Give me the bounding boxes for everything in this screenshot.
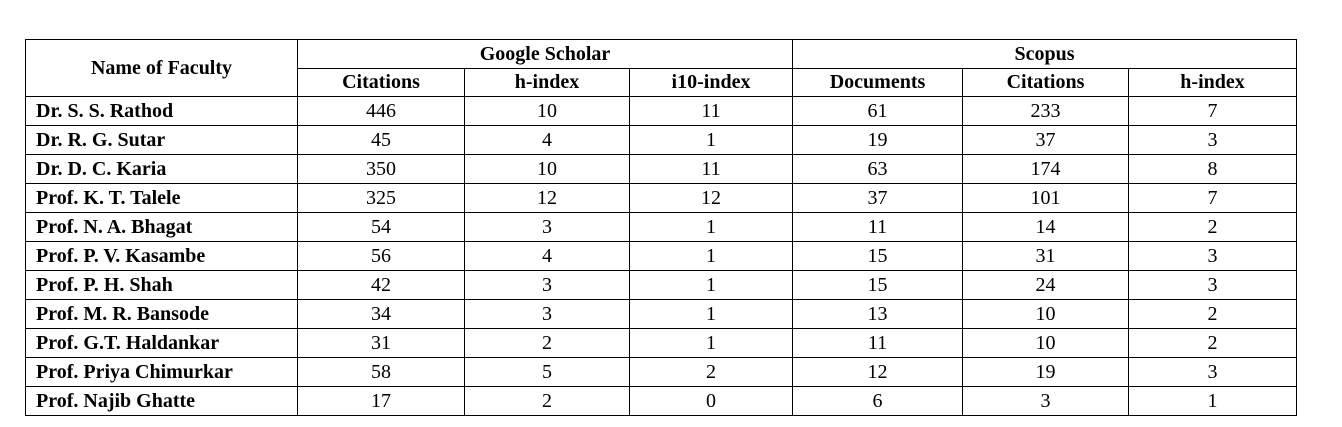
gs-citations-cell: 54: [298, 213, 465, 242]
gs-i10-index-cell: 0: [630, 387, 793, 416]
faculty-name-cell: Prof. N. A. Bhagat: [26, 213, 298, 242]
scopus-documents-cell: 15: [793, 242, 963, 271]
scopus-h-index-cell: 2: [1129, 300, 1297, 329]
gs-citations-cell: 31: [298, 329, 465, 358]
name-of-faculty-header: Name of Faculty: [26, 40, 298, 97]
scopus-citations-cell: 19: [963, 358, 1129, 387]
header-group-row: [26, 40, 1297, 69]
scopus-h-index-cell: 8: [1129, 155, 1297, 184]
scopus-h-index-cell: 2: [1129, 329, 1297, 358]
gs-h-index-cell: 4: [465, 242, 630, 271]
table-row: [26, 300, 1297, 329]
scopus-citations-cell: 10: [963, 329, 1129, 358]
scopus-citations-cell: 14: [963, 213, 1129, 242]
table-row: [26, 329, 1297, 358]
table-row: [26, 358, 1297, 387]
gs-i10-index-cell: 1: [630, 271, 793, 300]
faculty-name-cell: Prof. Priya Chimurkar: [26, 358, 298, 387]
scopus-h-index-cell: 3: [1129, 242, 1297, 271]
table-row: [26, 184, 1297, 213]
scopus-citations-cell: 10: [963, 300, 1129, 329]
scopus-documents-cell: 19: [793, 126, 963, 155]
gs-i10-index-cell: 1: [630, 242, 793, 271]
scopus-h-index-cell: 1: [1129, 387, 1297, 416]
scopus-h-index-cell: 7: [1129, 97, 1297, 126]
gs-i10-index-header: i10-index: [630, 69, 793, 97]
faculty-name-cell: Prof. Najib Ghatte: [26, 387, 298, 416]
faculty-name-cell: Dr. R. G. Sutar: [26, 126, 298, 155]
gs-h-index-cell: 3: [465, 213, 630, 242]
gs-citations-cell: 58: [298, 358, 465, 387]
faculty-name-cell: Prof. K. T. Talele: [26, 184, 298, 213]
scopus-documents-cell: 15: [793, 271, 963, 300]
scopus-documents-cell: 61: [793, 97, 963, 126]
gs-citations-cell: 350: [298, 155, 465, 184]
table-row: [26, 387, 1297, 416]
scopus-citations-cell: 37: [963, 126, 1129, 155]
scopus-documents-cell: 12: [793, 358, 963, 387]
table-row: [26, 213, 1297, 242]
scopus-documents-header: Documents: [793, 69, 963, 97]
gs-i10-index-cell: 1: [630, 329, 793, 358]
scopus-h-index-cell: 7: [1129, 184, 1297, 213]
scopus-citations-cell: 31: [963, 242, 1129, 271]
table-row: [26, 271, 1297, 300]
faculty-name-cell: Prof. P. V. Kasambe: [26, 242, 298, 271]
gs-h-index-cell: 2: [465, 387, 630, 416]
gs-h-index-cell: 3: [465, 271, 630, 300]
gs-citations-header: Citations: [298, 69, 465, 97]
scopus-citations-cell: 24: [963, 271, 1129, 300]
gs-h-index-header: h-index: [465, 69, 630, 97]
table-row: [26, 155, 1297, 184]
gs-h-index-cell: 10: [465, 97, 630, 126]
gs-h-index-cell: 10: [465, 155, 630, 184]
scopus-h-index-cell: 3: [1129, 126, 1297, 155]
gs-h-index-cell: 3: [465, 300, 630, 329]
gs-citations-cell: 17: [298, 387, 465, 416]
faculty-citation-table: [25, 39, 1297, 416]
gs-h-index-cell: 4: [465, 126, 630, 155]
faculty-name-cell: Prof. M. R. Bansode: [26, 300, 298, 329]
faculty-name-cell: Prof. G.T. Haldankar: [26, 329, 298, 358]
gs-h-index-cell: 2: [465, 329, 630, 358]
table-body: [26, 97, 1297, 416]
scopus-documents-cell: 37: [793, 184, 963, 213]
scopus-h-index-cell: 2: [1129, 213, 1297, 242]
scopus-citations-cell: 174: [963, 155, 1129, 184]
gs-citations-cell: 45: [298, 126, 465, 155]
gs-i10-index-cell: 11: [630, 155, 793, 184]
table-row: [26, 126, 1297, 155]
scopus-h-index-cell: 3: [1129, 358, 1297, 387]
table-header: [26, 40, 1297, 97]
table-row: [26, 242, 1297, 271]
faculty-name-cell: Dr. S. S. Rathod: [26, 97, 298, 126]
gs-i10-index-cell: 1: [630, 300, 793, 329]
gs-citations-cell: 325: [298, 184, 465, 213]
scopus-citations-cell: 3: [963, 387, 1129, 416]
scopus-h-index-cell: 3: [1129, 271, 1297, 300]
gs-citations-cell: 42: [298, 271, 465, 300]
table-row: [26, 97, 1297, 126]
scopus-header: Scopus: [793, 40, 1297, 69]
scopus-h-index-header: h-index: [1129, 69, 1297, 97]
gs-i10-index-cell: 2: [630, 358, 793, 387]
faculty-name-cell: Prof. P. H. Shah: [26, 271, 298, 300]
scopus-citations-header: Citations: [963, 69, 1129, 97]
scopus-documents-cell: 63: [793, 155, 963, 184]
gs-h-index-cell: 12: [465, 184, 630, 213]
gs-i10-index-cell: 11: [630, 97, 793, 126]
scopus-documents-cell: 11: [793, 329, 963, 358]
gs-citations-cell: 34: [298, 300, 465, 329]
scopus-documents-cell: 11: [793, 213, 963, 242]
scopus-citations-cell: 233: [963, 97, 1129, 126]
gs-h-index-cell: 5: [465, 358, 630, 387]
gs-i10-index-cell: 1: [630, 126, 793, 155]
gs-citations-cell: 56: [298, 242, 465, 271]
gs-i10-index-cell: 12: [630, 184, 793, 213]
gs-i10-index-cell: 1: [630, 213, 793, 242]
faculty-name-cell: Dr. D. C. Karia: [26, 155, 298, 184]
scopus-documents-cell: 6: [793, 387, 963, 416]
google-scholar-header: Google Scholar: [298, 40, 793, 69]
scopus-documents-cell: 13: [793, 300, 963, 329]
scopus-citations-cell: 101: [963, 184, 1129, 213]
gs-citations-cell: 446: [298, 97, 465, 126]
